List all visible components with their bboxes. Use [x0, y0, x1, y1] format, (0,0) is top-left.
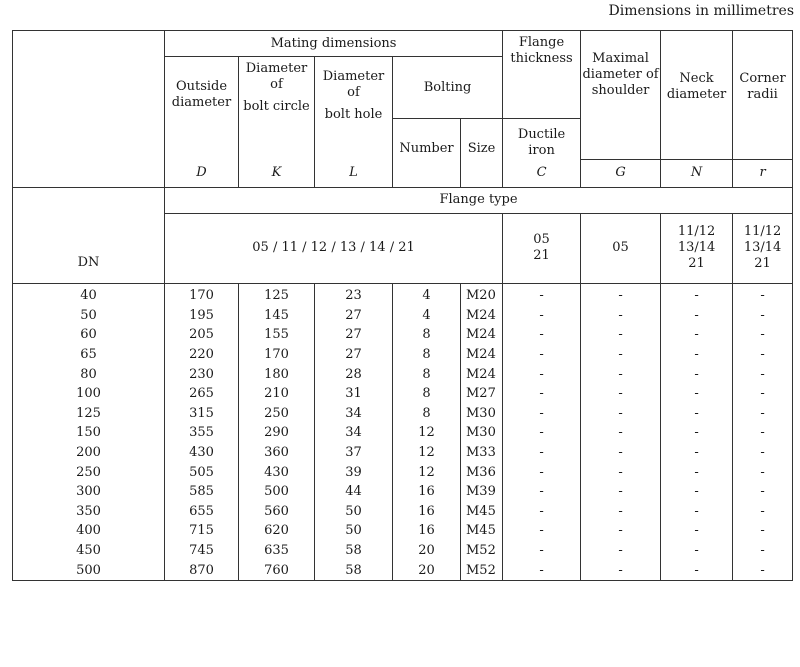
cell-r: -	[733, 561, 793, 581]
cell-l: 58	[315, 541, 393, 561]
cell-num: 8	[393, 365, 461, 385]
table-row	[13, 463, 793, 483]
cell-k: 170	[239, 345, 315, 365]
cell-k: 290	[239, 424, 315, 444]
header-bolt-hole-line1: Diameter of	[322, 69, 385, 100]
cell-k: 125	[239, 283, 315, 306]
table-header	[13, 31, 793, 284]
cell-l: 27	[315, 326, 393, 346]
cell-n: -	[661, 482, 733, 502]
header-type-c-line2: 21	[533, 248, 550, 263]
header-sym-d: D	[165, 159, 239, 187]
cell-l: 58	[315, 561, 393, 581]
header-type-g: 05	[581, 213, 661, 283]
cell-c: -	[503, 306, 581, 326]
header-sym-l: L	[315, 159, 393, 187]
table-row	[13, 424, 793, 444]
cell-k: 500	[239, 482, 315, 502]
cell-l: 28	[315, 365, 393, 385]
header-sym-size-blank	[461, 159, 503, 187]
cell-l: 27	[315, 345, 393, 365]
cell-n: -	[661, 306, 733, 326]
cell-g: -	[581, 522, 661, 542]
cell-n: -	[661, 522, 733, 542]
cell-l: 27	[315, 306, 393, 326]
cell-c: -	[503, 463, 581, 483]
cell-num: 8	[393, 404, 461, 424]
table-row	[13, 326, 793, 346]
flange-dimensions-table	[12, 30, 793, 581]
cell-c: -	[503, 384, 581, 404]
cell-size: M24	[461, 326, 503, 346]
table-row	[13, 482, 793, 502]
header-sym-r: r	[733, 159, 793, 187]
cell-num: 8	[393, 384, 461, 404]
header-sym-number-blank	[393, 159, 461, 187]
cell-g: -	[581, 424, 661, 444]
header-sym-k: K	[239, 159, 315, 187]
cell-g: -	[581, 404, 661, 424]
cell-c: -	[503, 541, 581, 561]
cell-d: 655	[165, 502, 239, 522]
cell-c: -	[503, 404, 581, 424]
cell-size: M52	[461, 541, 503, 561]
cell-g: -	[581, 443, 661, 463]
cell-size: M39	[461, 482, 503, 502]
cell-num: 8	[393, 345, 461, 365]
table-row	[13, 502, 793, 522]
cell-l: 50	[315, 502, 393, 522]
cell-l: 44	[315, 482, 393, 502]
header-bolt-circle	[239, 57, 315, 160]
cell-dn: 125	[13, 404, 165, 424]
cell-d: 315	[165, 404, 239, 424]
cell-size: M27	[461, 384, 503, 404]
cell-c: -	[503, 561, 581, 581]
cell-n: -	[661, 463, 733, 483]
cell-g: -	[581, 283, 661, 306]
cell-dn: 400	[13, 522, 165, 542]
cell-k: 620	[239, 522, 315, 542]
cell-size: M33	[461, 443, 503, 463]
cell-g: -	[581, 326, 661, 346]
table-row	[13, 345, 793, 365]
header-type-n-line1: 11/12	[677, 224, 716, 239]
header-type-n-line2: 13/14	[677, 240, 716, 255]
header-bolt-circle-line2: bolt circle	[243, 99, 310, 114]
cell-n: -	[661, 404, 733, 424]
header-type-r-line3: 21	[754, 256, 771, 271]
cell-n: -	[661, 561, 733, 581]
cell-k: 760	[239, 561, 315, 581]
header-bolt-hole-line2: bolt hole	[324, 107, 383, 122]
cell-r: -	[733, 404, 793, 424]
cell-c: -	[503, 482, 581, 502]
cell-n: -	[661, 365, 733, 385]
cell-l: 23	[315, 283, 393, 306]
cell-num: 4	[393, 283, 461, 306]
cell-k: 360	[239, 443, 315, 463]
cell-r: -	[733, 522, 793, 542]
table-row	[13, 522, 793, 542]
cell-l: 34	[315, 404, 393, 424]
cell-num: 12	[393, 463, 461, 483]
header-blank-cell	[13, 31, 165, 160]
cell-k: 560	[239, 502, 315, 522]
cell-num: 4	[393, 306, 461, 326]
cell-dn: 65	[13, 345, 165, 365]
cell-size: M52	[461, 561, 503, 581]
header-bolt-number: Number	[393, 119, 461, 160]
cell-c: -	[503, 522, 581, 542]
units-note: Dimensions in millimetres	[608, 3, 794, 19]
header-flange-thickness: Flange thickness	[503, 31, 581, 119]
cell-d: 355	[165, 424, 239, 444]
cell-d: 870	[165, 561, 239, 581]
header-corner-radii: Corner radii	[733, 31, 793, 160]
cell-d: 715	[165, 522, 239, 542]
header-type-r	[733, 213, 793, 283]
cell-size: M20	[461, 283, 503, 306]
cell-g: -	[581, 365, 661, 385]
cell-size: M24	[461, 345, 503, 365]
cell-d: 220	[165, 345, 239, 365]
cell-r: -	[733, 443, 793, 463]
cell-size: M30	[461, 404, 503, 424]
cell-g: -	[581, 482, 661, 502]
cell-dn: 60	[13, 326, 165, 346]
table-row	[13, 541, 793, 561]
cell-dn: 100	[13, 384, 165, 404]
cell-c: -	[503, 345, 581, 365]
cell-n: -	[661, 541, 733, 561]
cell-c: -	[503, 365, 581, 385]
header-type-n	[661, 213, 733, 283]
table-body	[13, 283, 793, 581]
cell-dn: 50	[13, 306, 165, 326]
cell-size: M30	[461, 424, 503, 444]
cell-g: -	[581, 561, 661, 581]
cell-num: 12	[393, 424, 461, 444]
cell-k: 155	[239, 326, 315, 346]
cell-l: 50	[315, 522, 393, 542]
header-type-c	[503, 213, 581, 283]
cell-n: -	[661, 326, 733, 346]
cell-n: -	[661, 384, 733, 404]
table-row	[13, 561, 793, 581]
cell-d: 205	[165, 326, 239, 346]
cell-r: -	[733, 424, 793, 444]
cell-size: M24	[461, 306, 503, 326]
cell-l: 34	[315, 424, 393, 444]
table-row	[13, 384, 793, 404]
cell-size: M45	[461, 502, 503, 522]
table-row	[13, 443, 793, 463]
cell-r: -	[733, 345, 793, 365]
cell-k: 180	[239, 365, 315, 385]
header-max-shoulder: Maximal diameter of shoulder	[581, 31, 661, 160]
cell-size: M45	[461, 522, 503, 542]
cell-k: 145	[239, 306, 315, 326]
cell-d: 430	[165, 443, 239, 463]
cell-dn: 300	[13, 482, 165, 502]
cell-n: -	[661, 443, 733, 463]
cell-l: 39	[315, 463, 393, 483]
cell-n: -	[661, 283, 733, 306]
cell-size: M36	[461, 463, 503, 483]
header-ductile-iron: Ductile iron	[503, 119, 581, 160]
cell-d: 170	[165, 283, 239, 306]
table-row	[13, 306, 793, 326]
cell-g: -	[581, 502, 661, 522]
cell-c: -	[503, 502, 581, 522]
cell-d: 195	[165, 306, 239, 326]
cell-c: -	[503, 443, 581, 463]
cell-l: 31	[315, 384, 393, 404]
cell-g: -	[581, 463, 661, 483]
cell-k: 430	[239, 463, 315, 483]
header-sym-c: C	[503, 159, 581, 187]
cell-c: -	[503, 424, 581, 444]
cell-dn: 350	[13, 502, 165, 522]
cell-num: 20	[393, 541, 461, 561]
header-outside-diameter: Outside diameter	[165, 57, 239, 160]
cell-l: 37	[315, 443, 393, 463]
cell-g: -	[581, 306, 661, 326]
cell-num: 8	[393, 326, 461, 346]
cell-dn: 40	[13, 283, 165, 306]
header-type-r-line2: 13/14	[743, 240, 782, 255]
cell-g: -	[581, 384, 661, 404]
cell-d: 745	[165, 541, 239, 561]
cell-k: 250	[239, 404, 315, 424]
cell-d: 505	[165, 463, 239, 483]
cell-dn: 500	[13, 561, 165, 581]
cell-num: 12	[393, 443, 461, 463]
cell-dn: 450	[13, 541, 165, 561]
cell-d: 585	[165, 482, 239, 502]
cell-c: -	[503, 326, 581, 346]
cell-num: 16	[393, 522, 461, 542]
cell-r: -	[733, 283, 793, 306]
cell-r: -	[733, 306, 793, 326]
cell-d: 230	[165, 365, 239, 385]
header-bolt-circle-line1: Diameter of	[245, 61, 308, 92]
cell-dn: 150	[13, 424, 165, 444]
cell-num: 16	[393, 502, 461, 522]
cell-r: -	[733, 541, 793, 561]
cell-dn: 80	[13, 365, 165, 385]
cell-r: -	[733, 502, 793, 522]
cell-g: -	[581, 345, 661, 365]
table-row	[13, 283, 793, 306]
header-mating-dimensions: Mating dimensions	[165, 31, 503, 57]
table-row	[13, 365, 793, 385]
cell-k: 210	[239, 384, 315, 404]
header-bolting: Bolting	[393, 57, 503, 119]
header-sym-g: G	[581, 159, 661, 187]
cell-c: -	[503, 283, 581, 306]
cell-r: -	[733, 463, 793, 483]
cell-g: -	[581, 541, 661, 561]
cell-r: -	[733, 365, 793, 385]
header-sym-n: N	[661, 159, 733, 187]
header-sym-blank	[13, 159, 165, 187]
cell-size: M24	[461, 365, 503, 385]
header-dn: DN	[13, 187, 165, 283]
table-row	[13, 404, 793, 424]
cell-dn: 200	[13, 443, 165, 463]
cell-n: -	[661, 424, 733, 444]
header-neck-diameter: Neck diameter	[661, 31, 733, 160]
cell-d: 265	[165, 384, 239, 404]
cell-n: -	[661, 345, 733, 365]
header-type-r-line1: 11/12	[743, 224, 782, 239]
header-type-n-line3: 21	[688, 256, 705, 271]
cell-k: 635	[239, 541, 315, 561]
header-flange-type: Flange type	[165, 187, 793, 213]
header-type-c-line1: 05	[533, 232, 550, 247]
cell-num: 16	[393, 482, 461, 502]
header-bolt-hole	[315, 57, 393, 160]
header-type-main: 05 / 11 / 12 / 13 / 14 / 21	[165, 213, 503, 283]
cell-n: -	[661, 502, 733, 522]
cell-num: 20	[393, 561, 461, 581]
cell-r: -	[733, 326, 793, 346]
header-bolt-size: Size	[461, 119, 503, 160]
cell-dn: 250	[13, 463, 165, 483]
cell-r: -	[733, 482, 793, 502]
cell-r: -	[733, 384, 793, 404]
